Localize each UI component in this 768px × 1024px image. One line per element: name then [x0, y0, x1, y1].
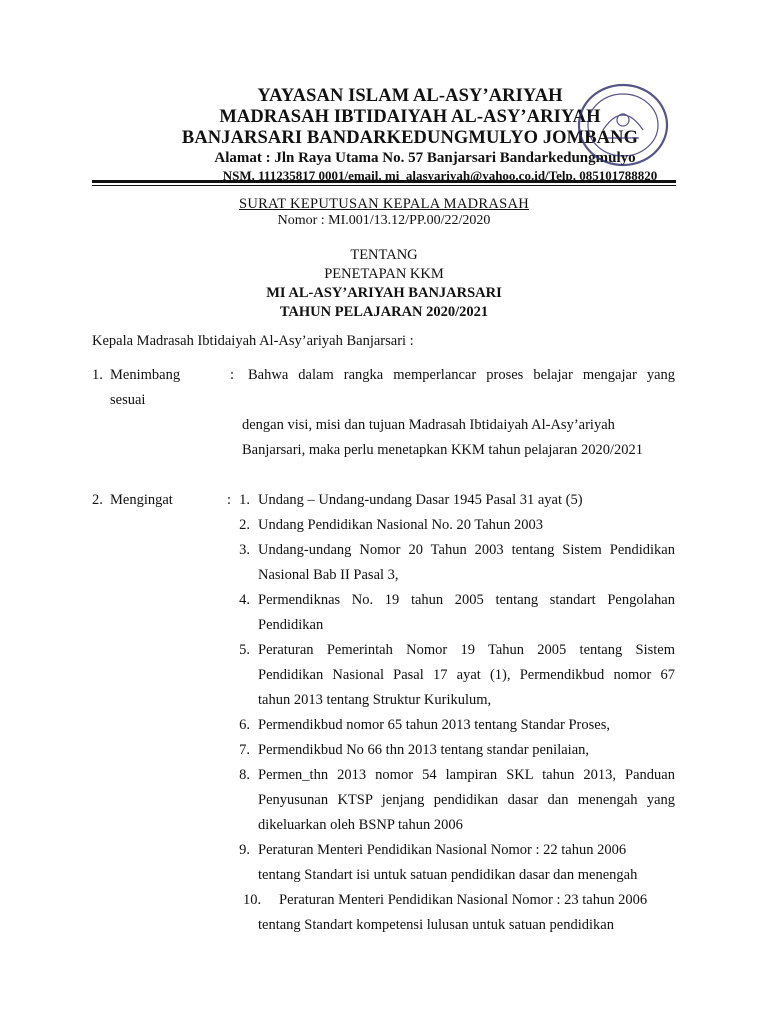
letterhead-rule-thin	[92, 185, 676, 186]
menimbang-label: Menimbang	[110, 367, 181, 383]
mengingat-item-line: Pendidikan	[258, 617, 324, 633]
mengingat-item-line: Penyusunan KTSP jenjang pendidikan dasar dan menengah yang	[258, 792, 675, 808]
school-location: BANJARSARI BANDARKEDUNGMULYO JOMBANG	[181, 128, 639, 148]
mengingat-colon: :	[227, 492, 232, 508]
mengingat-item-line: Nasional Bab II Pasal 3,	[258, 567, 399, 583]
foundation-name: YAYASAN ISLAM AL-ASY’ARIYAH	[257, 86, 563, 106]
mengingat-item-line: Pendidikan Nasional Pasal 17 ayat (1), Permendikbud nomor 67	[258, 667, 675, 683]
mengingat-item-line: Undang Pendidikan Nasional No. 20 Tahun 2003	[258, 517, 544, 533]
menimbang-line-1b: sesuai	[110, 392, 146, 408]
mengingat-item-number: 4.	[239, 592, 250, 608]
mengingat-item-number: 9.	[239, 842, 250, 858]
mengingat-item-number: 8.	[239, 767, 250, 783]
mengingat-item-line: Peraturan Pemerintah Nomor 19 Tahun 2005 tentang Sistem	[258, 642, 675, 658]
decree-subject: TENTANG PENETAPAN KKM MI AL-ASY’ARIYAH BANJARSARI TAHUN PELAJARAN 2020/2021	[266, 247, 502, 320]
menimbang-line-3: Banjarsari, maka perlu menetapkan KKM tahun pelajaran 2020/2021	[242, 442, 644, 458]
mengingat-item-number: 6.	[239, 717, 250, 733]
menimbang-colon: :	[230, 367, 235, 383]
school-address: Alamat : Jln Raya Utama No. 57 Banjarsari Bandarkedungmulyo	[214, 150, 636, 166]
mengingat-number: 2.	[92, 492, 103, 508]
mengingat-item-line: Undang – Undang-undang Dasar 1945 Pasal 31 ayat (5)	[258, 492, 583, 508]
mengingat-item-line: Permendikbud nomor 65 tahun 2013 tentang Standar Proses,	[258, 717, 610, 733]
menimbang-number: 1.	[92, 367, 103, 383]
school-name: MADRASAH IBTIDAIYAH AL-ASY’ARIYAH	[219, 107, 601, 127]
mengingat-item-line: Permendikbud No 66 thn 2013 tentang standar penilaian,	[258, 742, 590, 758]
mengingat-label: Mengingat	[110, 492, 173, 508]
mengingat-item-number: 1.	[239, 492, 250, 508]
mengingat-item-line: Undang-undang Nomor 20 Tahun 2003 tentang Sistem Pendidikan	[258, 542, 675, 558]
mengingat-item-number: 5.	[239, 642, 250, 658]
mengingat-item-line: Permen_thn 2013 nomor 54 lampiran SKL tahun 2013, Panduan	[258, 767, 675, 783]
mengingat-item-line: tahun 2013 tentang Struktur Kurikulum,	[258, 692, 492, 708]
letterhead-rule-thick	[92, 180, 676, 183]
mengingat-item-line: tentang Standart isi untuk satuan pendidikan dasar dan menengah	[258, 867, 638, 883]
menimbang-line-1: Bahwa dalam rangka memperlancar proses belajar mengajar yang	[248, 367, 675, 383]
decree-title: SURAT KEPUTUSAN KEPALA MADRASAH	[238, 196, 530, 212]
decree-number: Nomor : MI.001/13.12/PP.00/22/2020	[277, 213, 491, 228]
mengingat-item-line: Permendiknas No. 19 tahun 2005 tentang standart Pengolahan	[258, 592, 675, 608]
mengingat-item-number: 10.	[243, 892, 262, 908]
seal-icon	[573, 80, 673, 170]
school-contact: NSM. 111235817 0001/email. mi_alasyariyah@yahoo.co.id/Telp. 085101788820	[222, 168, 658, 183]
mengingat-item-number: 2.	[239, 517, 250, 533]
mengingat-item-number: 3.	[239, 542, 250, 558]
menimbang-line-2: dengan visi, misi dan tujuan Madrasah Ibtidaiyah Al-Asy’ariyah	[242, 417, 615, 433]
intro-line: Kepala Madrasah Ibtidaiyah Al-Asy’ariyah Banjarsari :	[92, 333, 414, 349]
mengingat-item-line: tentang Standart kompetensi lulusan untuk satuan pendidikan	[258, 917, 614, 933]
mengingat-item-line: dikeluarkan oleh BSNP tahun 2006	[258, 817, 463, 833]
mengingat-item-line: Peraturan Menteri Pendidikan Nasional Nomor : 23 tahun 2006	[279, 892, 648, 908]
mengingat-item-line: Peraturan Menteri Pendidikan Nasional Nomor : 22 tahun 2006	[258, 842, 627, 858]
mengingat-item-number: 7.	[239, 742, 250, 758]
